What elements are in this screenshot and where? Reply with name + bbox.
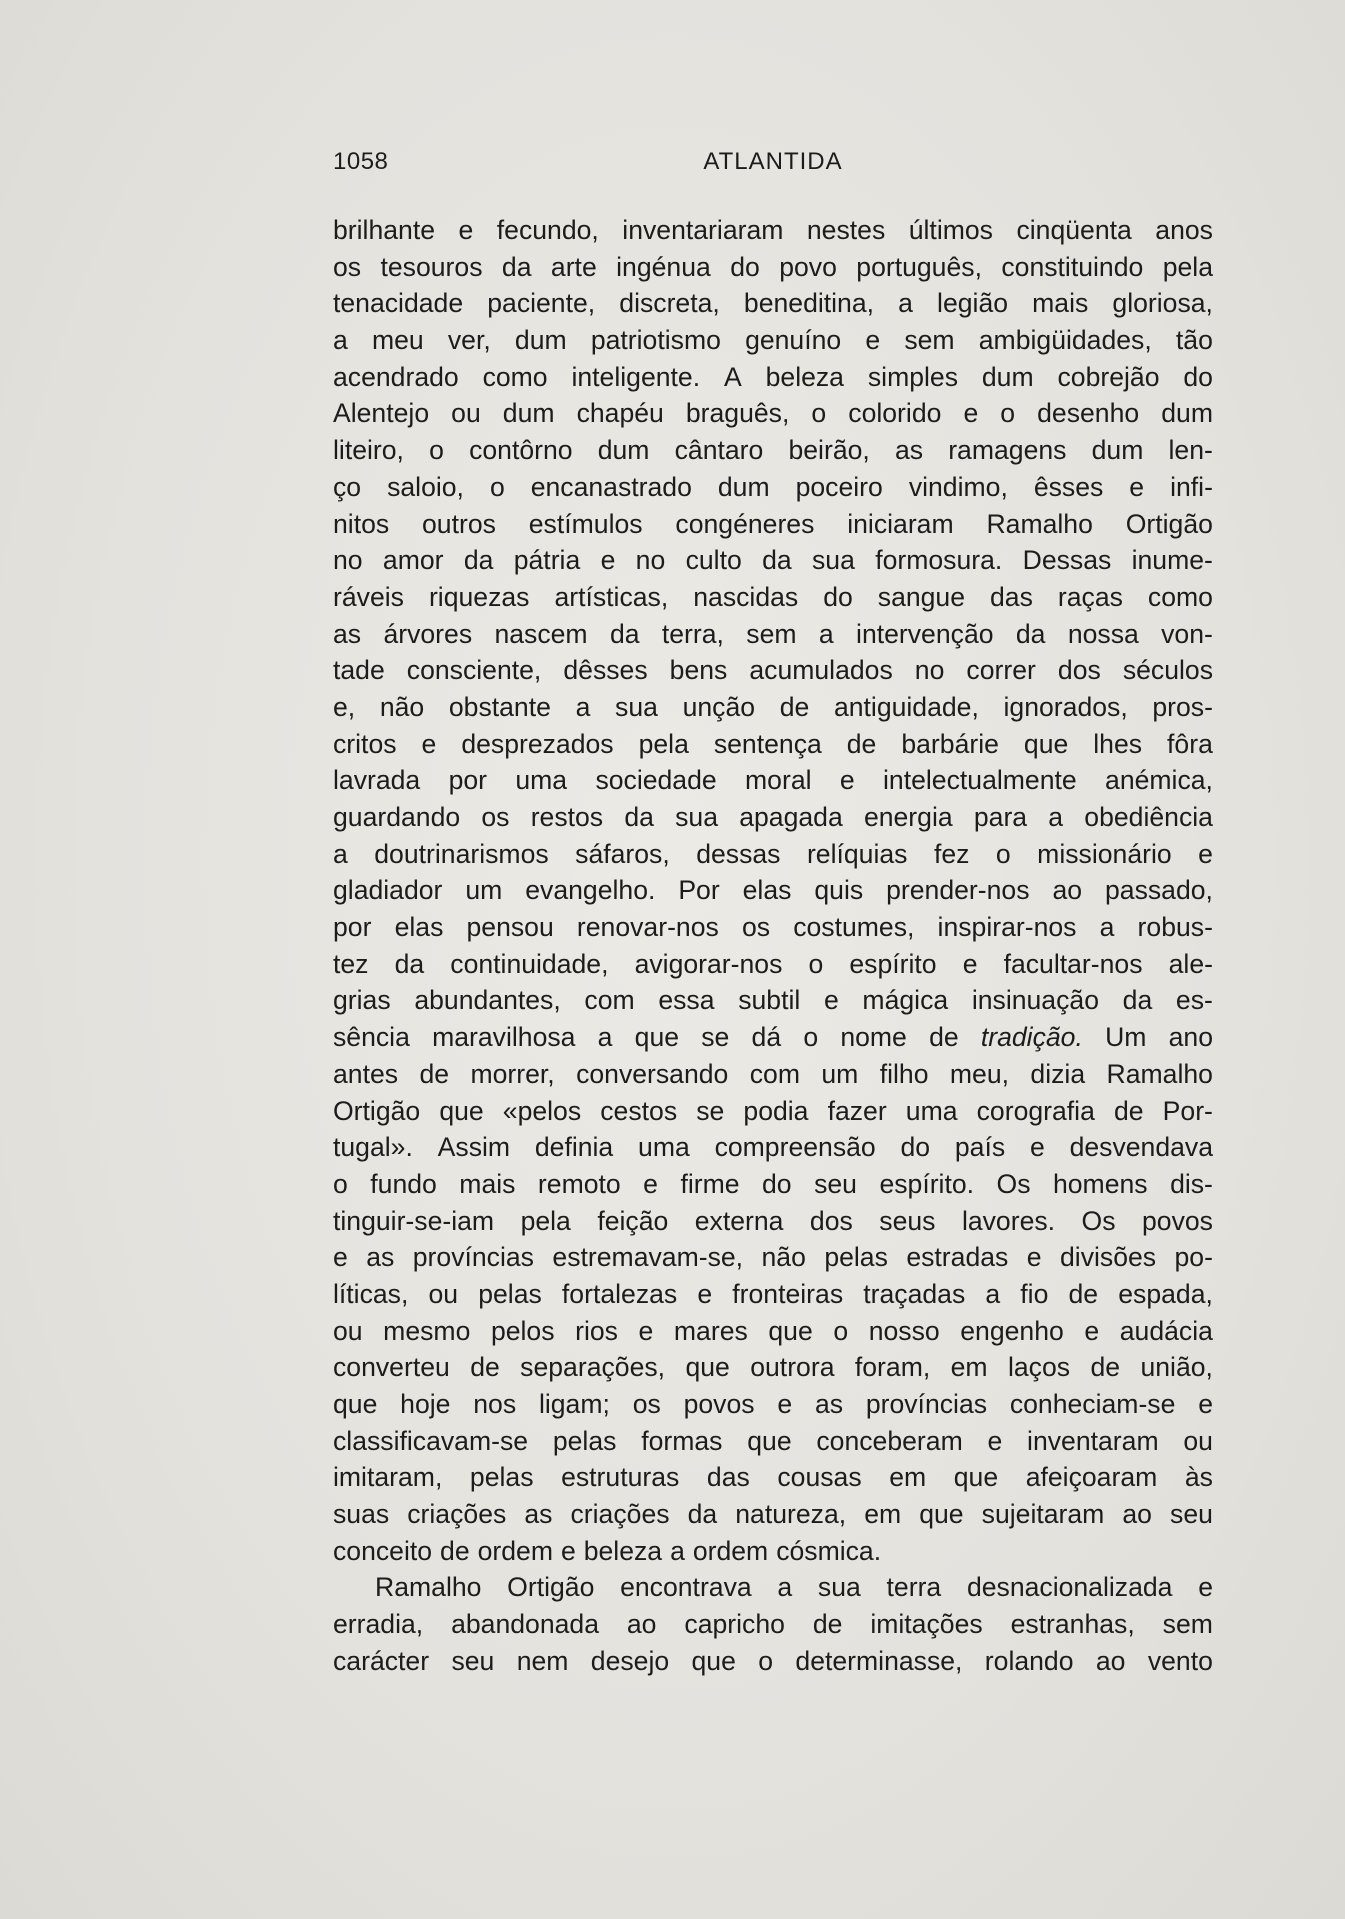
text-line: brilhante e fecundo, inventariaram nestes últimos cinqüenta anos [333,215,1213,245]
text-line: classificavam-se pelas formas que conceberam e inventaram ou [333,1425,1213,1456]
text-line: tenacidade paciente, discreta, beneditina, a legião mais gloriosa, [333,288,1213,319]
text-line: tugal». Assim definia uma compreensão do país e desvendava [333,1132,1213,1163]
text-line: ráveis riquezas artísticas, nascidas do sangue das raças como [333,581,1213,612]
text-line: liteiro, o contôrno dum cântaro beirão, as ramagens dum len- [333,435,1213,466]
text-line: gladiador um evangelho. Por elas quis prender-nos ao passado, [333,875,1213,906]
text-line: tez da continuidade, avigorar-nos o espírito e facultar-nos ale- [333,948,1213,979]
page-number: 1058 [333,148,389,175]
running-title: ATLANTIDA [703,148,843,175]
text-line: as árvores nascem da terra, sem a intervenção da nossa von- [333,618,1213,649]
text-line: acendrado como inteligente. A beleza simples dum cobrejão do [333,361,1213,392]
text-line: a doutrinarismos sáfaros, dessas relíquias fez o missionário e [333,838,1213,869]
text-line: líticas, ou pelas fortalezas e fronteiras traçadas a fio de espada, [333,1278,1213,1309]
text-line: e as províncias estremavam-se, não pelas estradas e divisões po- [333,1242,1213,1273]
text-line: lavrada por uma sociedade moral e intelectualmente anémica, [333,765,1213,796]
text-line: critos e desprezados pela sentença de barbárie que lhes fôra [333,728,1213,759]
text-line: sência maravilhosa a que se dá o nome de tradição. Um ano [333,1022,1213,1053]
text-line: guardando os restos da sua apagada energia para a obediência [333,802,1213,832]
text-line: antes de morrer, conversando com um filho meu, dizia Ramalho [333,1058,1213,1089]
text-line: tade consciente, dêsses bens acumulados no correr dos séculos [333,655,1213,686]
text-line: no amor da pátria e no culto da sua formosura. Dessas inume- [333,545,1213,576]
text-line: Ortigão que «pelos cestos se podia fazer uma corografia de Por- [333,1095,1213,1126]
text-line: erradia, abandonada ao capricho de imitações estranhas, sem [333,1609,1213,1640]
text-line: o fundo mais remoto e firme do seu espírito. Os homens dis- [333,1168,1213,1199]
text-line: que hoje nos ligam; os povos e as províncias conheciam-se e [333,1389,1213,1419]
text-line: converteu de separações, que outrora foram, em laços de união, [333,1352,1213,1383]
text-line: suas criações as criações da natureza, em que sujeitaram ao seu [333,1499,1213,1530]
text-line: Alentejo ou dum chapéu braguês, o colorido e o desenho dum [333,398,1213,429]
text-line: por elas pensou renovar-nos os costumes, inspirar-nos a robus- [333,912,1213,943]
text-line: conceito de ordem e beleza a ordem cósmica. [333,1535,882,1566]
text-line: ou mesmo pelos rios e mares que o nosso engenho e audácia [333,1315,1213,1346]
text-line: carácter seu nem desejo que o determinasse, rolando ao vento [333,1645,1213,1676]
text-line: Ramalho Ortigão encontrava a sua terra desnacionalizada e [375,1572,1213,1603]
text-line: grias abundantes, com essa subtil e mágica insinuação da es- [333,985,1213,1016]
text-line: e, não obstante a sua unção de antiguidade, ignorados, pros- [333,691,1213,722]
text-line: tinguir-se-iam pela feição externa dos seus lavores. Os povos [333,1205,1213,1236]
text-line: nitos outros estímulos congéneres iniciaram Ramalho Ortigão [333,508,1213,539]
text-line: imitaram, pelas estruturas das cousas em que afeiçoaram às [333,1462,1213,1493]
text-line: ço saloio, o encanastrado dum poceiro vindimo, êsses e infi- [333,471,1213,502]
text-line: os tesouros da arte ingénua do povo português, constituindo pela [333,251,1213,282]
page-header [333,148,1213,180]
text-line: a meu ver, dum patriotismo genuíno e sem ambigüidades, tão [333,325,1213,356]
body-text [333,212,1213,1680]
